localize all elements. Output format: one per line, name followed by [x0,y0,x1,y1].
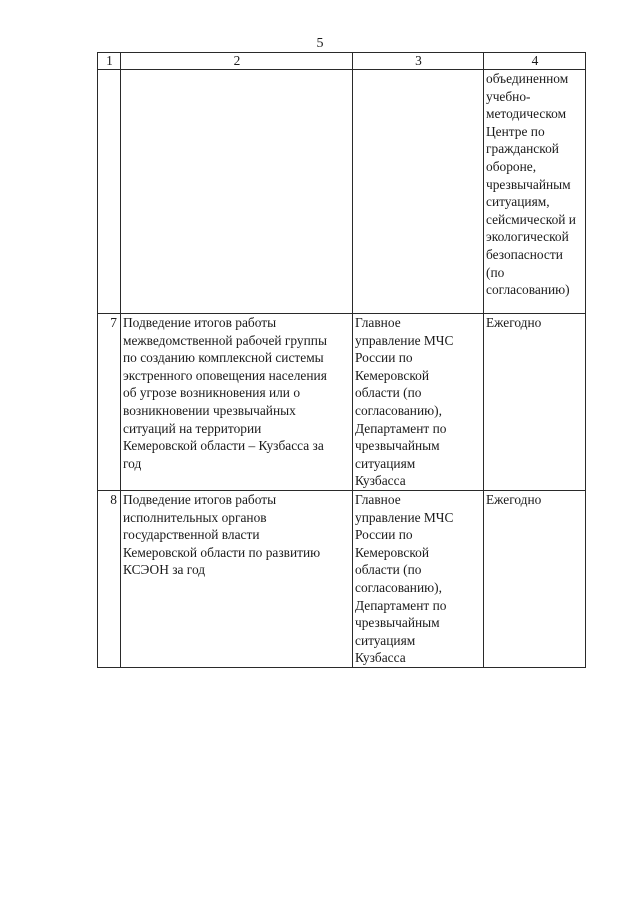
column-number-3: 3 [353,53,484,70]
deadline-cell [484,491,586,668]
responsible-line: области (по [355,562,422,578]
column-number-2: 2 [121,53,353,70]
responsible-line: согласованию), [355,402,442,418]
responsible-line: Департамент по [355,597,447,613]
responsible-line: согласованию), [355,579,442,595]
deadline-line: сейсмической и [486,211,576,227]
responsible-line: России по [355,527,413,543]
responsible-line: Кузбасса [355,650,406,666]
deadline-line: экологической [486,229,569,245]
responsible-line: Главное [355,492,401,507]
deadline-line: Ежегодно [486,315,542,330]
row-number [98,70,121,314]
responsible-line: Кузбасса [355,473,406,489]
deadline-line: обороне, [486,158,537,174]
responsible-line: России по [355,350,413,366]
event-cell [121,70,353,314]
row-number: 8 [98,491,121,668]
table-row [98,70,586,314]
event-line: исполнительных органов [123,509,267,525]
event-line: КСЭОН за год [123,562,206,578]
deadline-cell [484,70,586,314]
responsible-line: Кемеровской [355,367,430,383]
event-line: Кемеровской области – Кузбасса за [123,438,324,454]
table-row [98,491,586,668]
event-line: Подведение итогов работы [123,492,277,507]
event-line: государственной власти [123,527,260,543]
event-line: об угрозе возникновения или о [123,385,301,401]
responsible-line: чрезвычайным [355,438,440,454]
responsible-line: Главное [355,315,401,330]
responsible-line: управление МЧС [355,509,454,525]
event-cell [121,491,353,668]
deadline-cell [484,314,586,491]
responsible-line: области (по [355,385,422,401]
responsible-line: Департамент по [355,420,447,436]
responsible-line: управление МЧС [355,332,454,348]
event-line: межведомственной рабочей группы [123,332,327,348]
deadline-line: (по [486,264,505,280]
table-header-row [98,53,586,70]
deadline-line: ситуациям, [486,194,550,210]
event-line: год [123,455,142,471]
deadline-line: гражданской [486,141,559,157]
table-row [98,314,586,491]
page-number: 5 [316,36,324,51]
responsible-line: Кемеровской [355,544,430,560]
responsible-cell [353,491,484,668]
responsible-line: ситуациям [355,632,416,648]
deadline-line: согласованию) [486,282,570,298]
event-line: ситуаций на территории [123,420,262,436]
schedule-table [97,52,586,668]
event-line: Подведение итогов работы [123,315,277,330]
event-cell [121,314,353,491]
deadline-line: чрезвычайным [486,176,571,192]
event-line: экстренного оповещения населения [123,367,327,383]
deadline-line: объединенном [486,71,569,86]
deadline-line: учебно- [486,88,531,104]
responsible-line: чрезвычайным [355,615,440,631]
responsible-cell [353,314,484,491]
deadline-line: Ежегодно [486,492,542,507]
event-line: по созданию комплексной системы [123,350,324,366]
responsible-cell [353,70,484,314]
deadline-line: Центре по [486,123,545,139]
column-number-1: 1 [98,53,121,70]
deadline-line: методическом [486,106,567,122]
event-line: Кемеровской области по развитию [123,544,321,560]
responsible-line: ситуациям [355,455,416,471]
column-number-4: 4 [484,53,586,70]
event-line: возникновении чрезвычайных [123,402,296,418]
row-number: 7 [98,314,121,491]
deadline-line: безопасности [486,246,563,262]
